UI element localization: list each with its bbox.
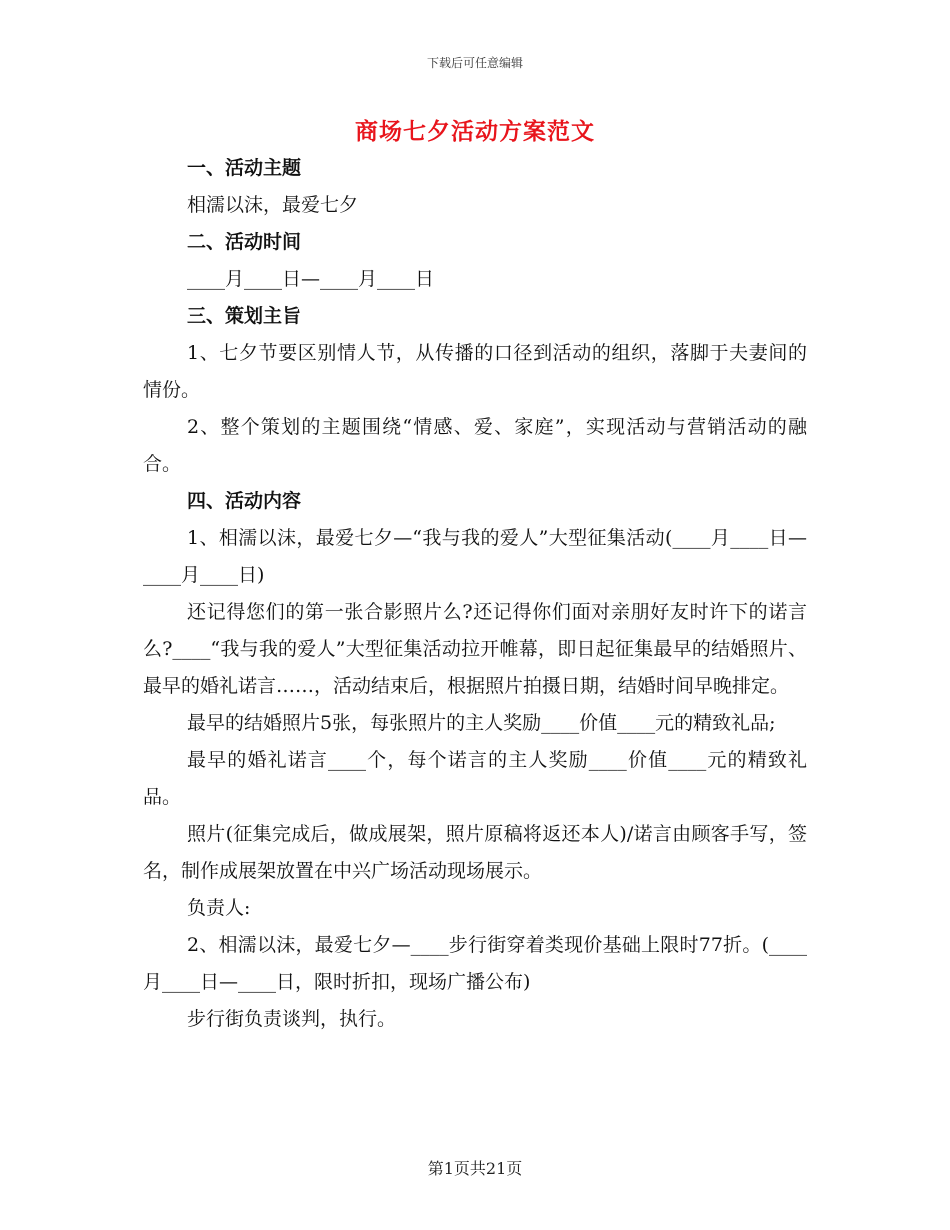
paragraph: 照片(征集完成后，做成展架，照片原稿将返还本人)/诺言由顾客手写，签名，制作成展架放置在中兴广场活动现场展示。 [143, 823, 807, 882]
paragraph: 负责人: [187, 897, 251, 919]
paragraph: 相濡以沫，最爱七夕 [187, 194, 359, 216]
section-heading: 二、活动时间 [187, 231, 302, 253]
paragraph: 最早的结婚照片5张，每张照片的主人奖励____价值____元的精致礼品; [187, 712, 776, 734]
paragraph: 步行街负责谈判，执行。 [187, 1008, 397, 1030]
section-content [143, 483, 807, 1038]
paragraph: 1、七夕节要区别情人节，从传播的口径到活动的组织，落脚于夫妻间的情份。 [143, 342, 807, 401]
paragraph: 1、相濡以沫，最爱七夕—“我与我的爱人”大型征集活动(____月____日—____月____日) [143, 527, 807, 586]
document-title: 商场七夕活动方案范文 [355, 118, 595, 145]
page-header-note: 下载后可任意编辑 [426, 56, 523, 70]
document-body [143, 150, 807, 1038]
paragraph: 最早的婚礼诺言____个，每个诺言的主人奖励____价值____元的精致礼品。 [143, 749, 807, 808]
section-heading: 一、活动主题 [187, 157, 302, 179]
section-purpose [143, 298, 807, 483]
section-heading: 四、活动内容 [187, 490, 302, 512]
paragraph: 2、整个策划的主题围绕“情感、爱、家庭”，实现活动与营销活动的融合。 [143, 416, 807, 475]
section-time [143, 224, 807, 298]
paragraph: 还记得您们的第一张合影照片么?还记得你们面对亲朋好友时许下的诺言么?____“我与我的爱人”大型征集活动拉开帷幕，即日起征集最早的结婚照片、最早的婚礼诺言……，活动结束后，根据照片拍摄日期，结婚时间早晚排定。 [143, 601, 807, 697]
section-heading: 三、策划主旨 [187, 305, 302, 327]
paragraph: ____月____日—____月____日 [187, 268, 435, 290]
paragraph: 2、相濡以沫，最爱七夕—____步行街穿着类现价基础上限时77折。(____月____日—____日，限时折扣，现场广播公布) [143, 934, 807, 993]
page-number: 第1页共21页 [427, 1159, 523, 1178]
section-theme [143, 150, 807, 224]
